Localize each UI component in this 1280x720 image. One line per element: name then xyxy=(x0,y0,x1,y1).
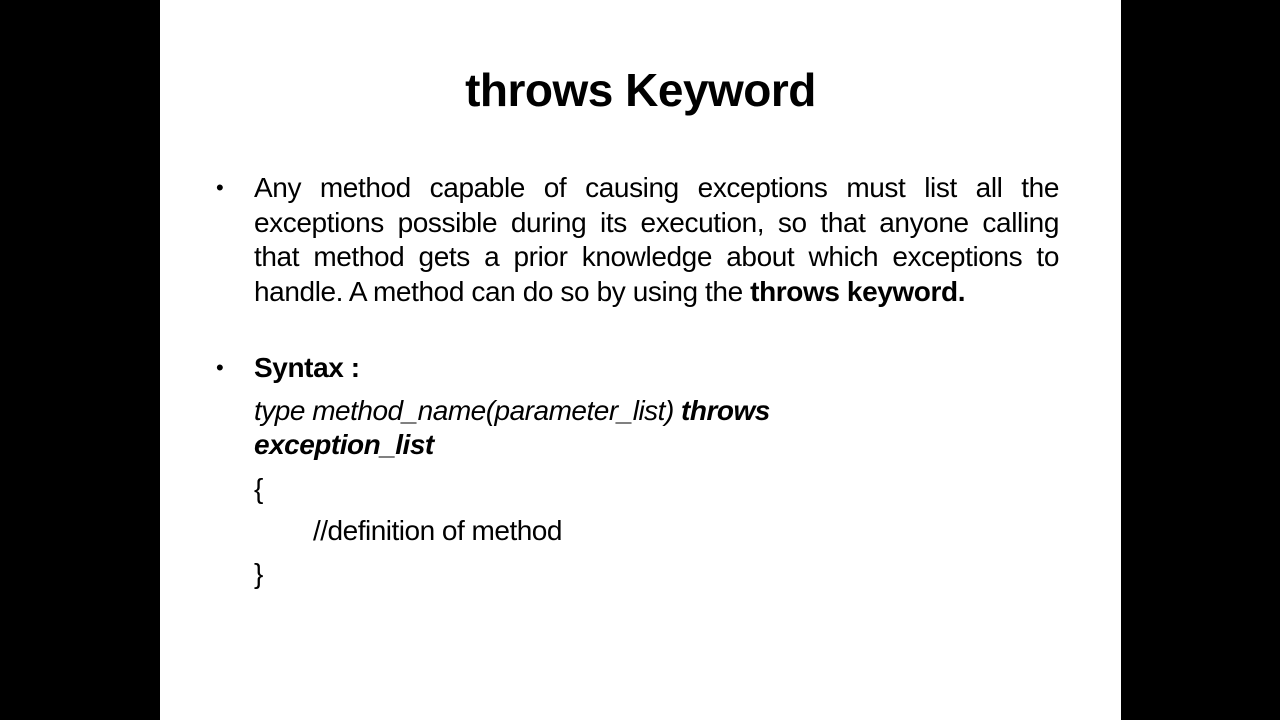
slide xyxy=(160,0,1121,720)
signature-throws: throws xyxy=(681,395,770,426)
slide-title: throws Keyword xyxy=(465,64,816,116)
bullet-dot-icon: • xyxy=(216,175,224,200)
bullet-text xyxy=(254,171,1059,309)
description-bold-tail: throws keyword. xyxy=(750,275,966,307)
description-text: Any method capable of causing exceptions must list all the exceptions possible during its execution, so that anyone calling that method gets a prior knowledge about which exceptions to handle. A method can do so by using the xyxy=(254,172,1059,307)
signature-text: type method_name(parameter_list) xyxy=(254,395,682,426)
syntax-heading: Syntax : xyxy=(254,352,360,383)
bullet-description xyxy=(216,171,1059,309)
syntax-signature xyxy=(254,394,1059,462)
method-body-comment: //definition of method xyxy=(313,515,562,546)
close-brace: } xyxy=(254,558,263,589)
signature-exception-list: exception_list xyxy=(254,429,434,460)
open-brace: { xyxy=(254,473,263,504)
bullet-dot-icon: • xyxy=(216,355,224,380)
bullet-syntax xyxy=(216,351,1059,386)
